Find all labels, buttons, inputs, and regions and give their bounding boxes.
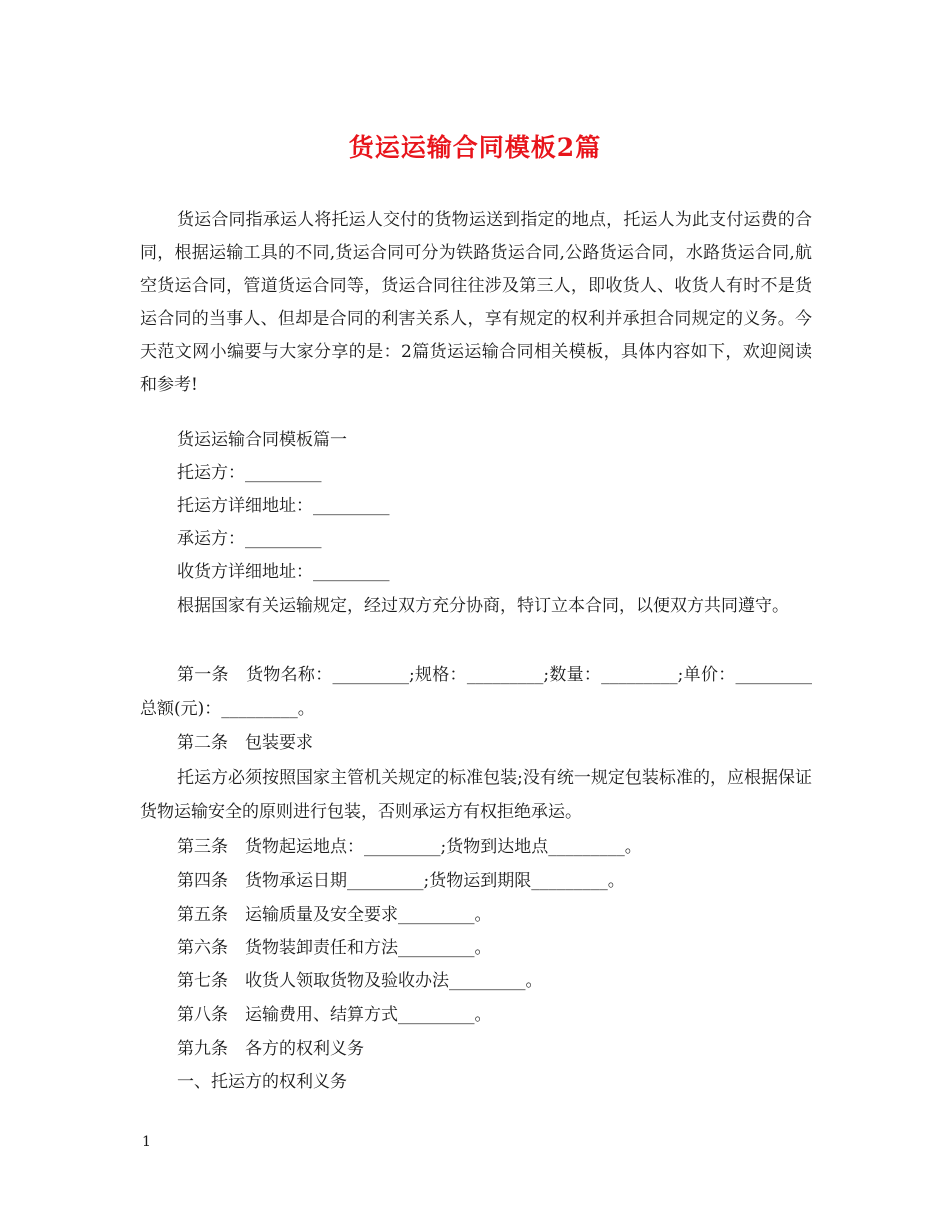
article-8: 第八条 运输费用、结算方式_________。 xyxy=(177,1005,492,1025)
field-shipper-address: 托运方详细地址：_________ xyxy=(177,496,390,516)
field-consignee-address: 收货方详细地址：_________ xyxy=(177,562,390,582)
page-number: 1 xyxy=(142,1134,151,1150)
field-carrier: 承运方：_________ xyxy=(177,529,322,549)
preamble-paragraph: 根据国家有关运输规定，经过双方充分协商，特订立本合同，以便双方共同遵守。 xyxy=(177,596,789,616)
article-2-body: 托运方必须按照国家主管机关规定的标准包装;没有统一规定包装标准的，应根据保证货物运输安全的原则进行包装，否则承运方有权拒绝承运。 xyxy=(140,768,812,822)
article-6: 第六条 货物装卸责任和方法_________。 xyxy=(177,938,492,958)
intro-paragraph: 货运合同指承运人将托运人交付的货物运送到指定的地点，托运人为此支付运费的合同，根据运输工具的不同,货运合同可分为铁路货运合同,公路货运合同，水路货运合同,航空货运合同，管道货运合同等，货运合同往往涉及第三人，即收货人、收货人有时不是货运合同的当事人、但却是合同的利害关系人，享有规定的权利并承担合同规定的义务。今天范文网小编要与大家分享的是：2篇货运运输合同相关模板，具体内容如下，欢迎阅读和参考! xyxy=(140,210,812,395)
field-shipper: 托运方：_________ xyxy=(177,463,322,483)
article-1: 第一条 货物名称：_________;规格：_________;数量：_________;单价：_________总额(元)：_________。 xyxy=(140,665,812,719)
article-3: 第三条 货物起运地点：_________;货物到达地点_________。 xyxy=(177,837,642,857)
article-7: 第七条 收货人领取货物及验收办法_________。 xyxy=(177,971,543,991)
article-9: 第九条 各方的权利义务 xyxy=(177,1039,364,1059)
article-2-heading: 第二条 包装要求 xyxy=(177,733,313,753)
article-5: 第五条 运输质量及安全要求_________。 xyxy=(177,905,492,925)
section-heading: 货运运输合同模板篇一 xyxy=(177,430,347,450)
document-title: 货运运输合同模板2篇 xyxy=(348,133,602,162)
article-4: 第四条 货物承运日期_________;货物运到期限_________。 xyxy=(177,871,625,891)
subsection-shipper-rights: 一、托运方的权利义务 xyxy=(177,1072,347,1092)
